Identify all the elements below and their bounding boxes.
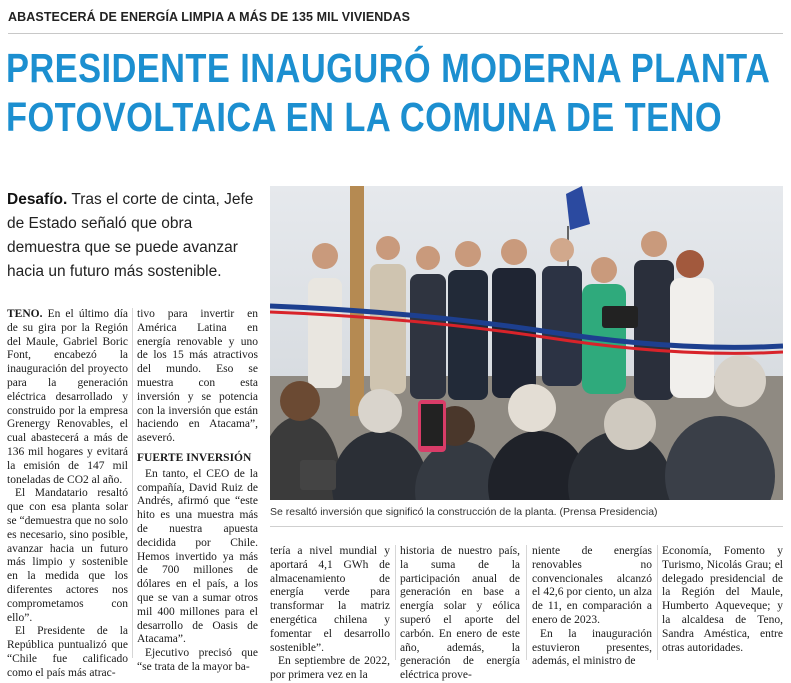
- subheading: FUERTE INVERSIÓN: [137, 451, 252, 464]
- deck-lead: Desafío.: [7, 191, 68, 208]
- paragraph: El Presidente de la República puntualizó que “Chile fue calificado como el país más atrac-: [7, 625, 128, 679]
- body-column-2: [137, 308, 258, 675]
- headline-line-1: PRESIDENTE INAUGURÓ MODERNA PLANTA: [6, 45, 771, 91]
- dateline: TENO.: [7, 308, 43, 320]
- column-divider: [526, 545, 527, 660]
- body-column-4: [400, 545, 520, 683]
- ribbon-cutting-photo: [270, 186, 783, 500]
- body-column-5: [532, 545, 652, 669]
- photo-caption: Se resaltó inversión que significó la construcción de la planta. (Prensa Presidencia): [270, 506, 658, 518]
- deck: [7, 188, 259, 284]
- body-column-3: [270, 545, 390, 683]
- paragraph: [7, 308, 128, 487]
- column-divider: [132, 308, 133, 658]
- paragraph: En la inauguración estuvieron presentes, además, el ministro de: [532, 627, 652, 668]
- column-divider: [657, 545, 658, 660]
- caption-rule: [270, 526, 783, 527]
- news-photo: [270, 186, 783, 500]
- paragraph: En tanto, el CEO de la compañía, David Ruiz de Andrés, afirmó que “este hito es una muestra más de nuestra apuesta decidida por Chile. Hemos invertido ya más de 700 millones de dólares en el país, a los que se van a sumar otros mil 400 millones para el desarrollo de Oasis de Atacama”.: [137, 467, 258, 646]
- deck-text: Tras el corte de cinta, Jefe de Estado señaló que obra demuestra que se puede avanzar hacia un futuro más sostenible.: [7, 191, 254, 280]
- top-rule: [8, 33, 783, 34]
- paragraph: En septiembre de 2022, por primera vez en la: [270, 655, 390, 682]
- body-column-6: [662, 545, 783, 655]
- headline: [6, 44, 771, 142]
- paragraph-text: En el último día de su gira por la Región del Maule, Gabriel Boric Font, encabezó la inauguración del proyecto para la generación eléctrica desarrollado y construido por la empresa Grenergy Renovables, el cual abastecerá a más de 136 mil hogares y evitará la emisión de 147 mil toneladas de CO2 al año.: [7, 308, 128, 486]
- column-divider: [395, 545, 396, 660]
- paragraph: El Mandatario resaltó que con esa planta solar se “demuestra que no solo es necesario, sino posible, avanzar hacia un futuro más limpio y sostenible en la medida que los diferentes actores nos comprometamos con ello”.: [7, 487, 128, 624]
- headline-line-2: FOTOVOLTAICA EN LA COMUNA DE TENO: [6, 94, 723, 140]
- paragraph: Ejecutivo precisó que “se trata de la mayor ba-: [137, 647, 258, 673]
- kicker: ABASTECERÁ DE ENERGÍA LIMPIA A MÁS DE 135 MIL VIVIENDAS: [8, 10, 411, 24]
- paragraph: tería a nivel mundial y aportará 4,1 GWh de almacenamiento de energía verde para transformar la matriz energética chilena y fomentar el desarrollo sostenible”.: [270, 545, 390, 654]
- body-column-1: [7, 308, 128, 681]
- paragraph: historia de nuestro país, la suma de la participación anual de generación en base a energía solar y eólica superó el aporte del carbón. En enero de este año, además, la generación de energía eléctrica prove-: [400, 545, 520, 682]
- paragraph: Economía, Fomento y Turismo, Nicolás Grau; el delegado presidencial de la Región del Maule, Humberto Aqueveque; y la alcaldesa de Teno, Sandra Améstica, entre otras autoridades.: [662, 545, 783, 654]
- paragraph: niente de energías renovables no convencionales alcanzó el 42,6 por ciento, un alza de 11, en comparación a enero de 2023.: [532, 545, 652, 626]
- paragraph: tivo para invertir en América Latina en energía renovable y uno de los 15 más atractivos del mundo. Eso se muestra con esta inversión y se potencia con la inversión que están haciendo en Atacama”, aseveró.: [137, 308, 258, 445]
